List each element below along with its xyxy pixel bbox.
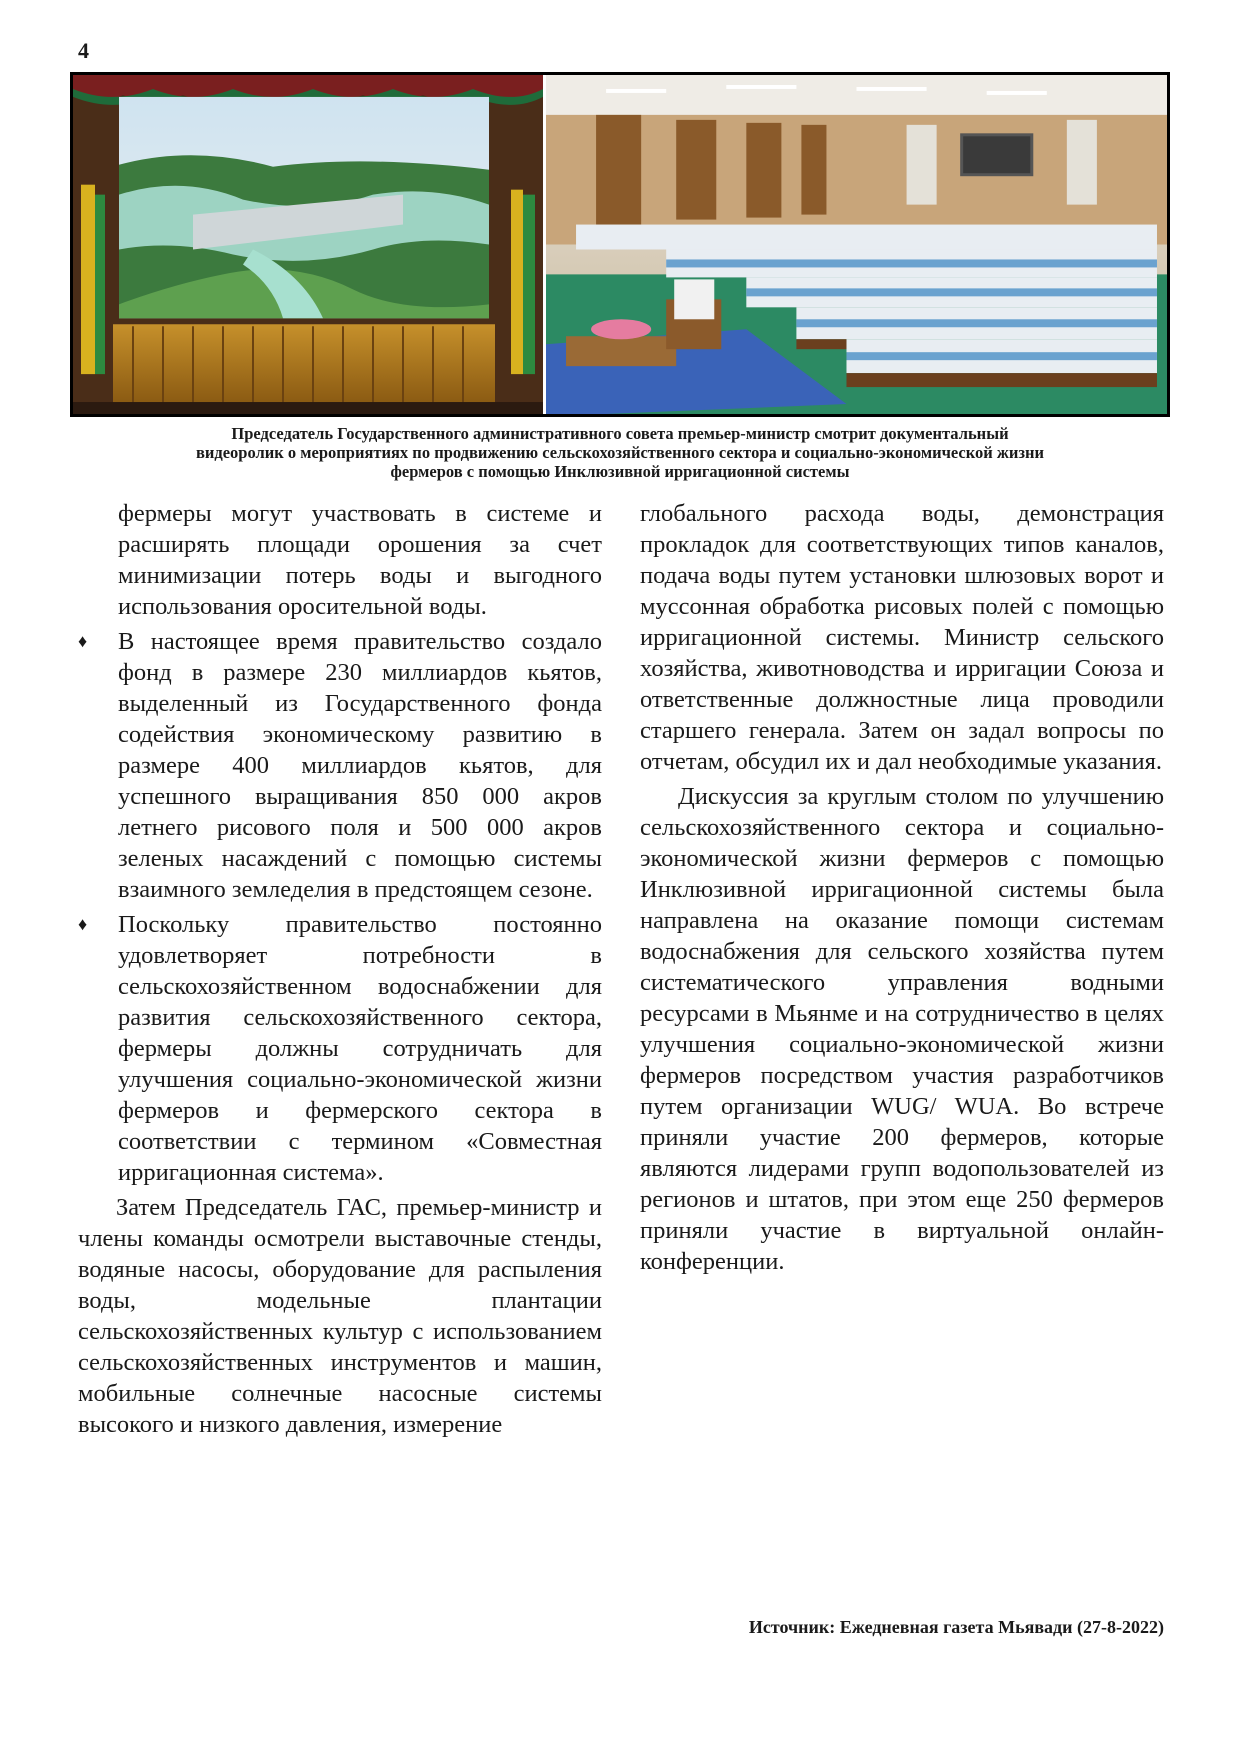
article-paragraph: фермеры могут участвовать в системе и расширять площади орошения за счет минимизации потерь воды и выгодного использования оросительной воды.	[118, 500, 602, 620]
diamond-bullet-icon: ♦	[78, 914, 88, 934]
article-column-right	[640, 498, 1164, 1281]
article-paragraph: Дискуссия за круглым столом по улучшению сельскохозяйственного сектора и социально-экономической жизни фермеров с помощью Инклюзивной ирригационной системы была направлена на оказание помощи системам водоснабжения для сельского хозяйства путем систематического управления водными ресурсами в Мьянме и на сотрудничество в целях улучшения социально-экономической жизни фермеров посредством участия разработчиков путем организации WUG/ WUA. Во встрече приняли участие 200 фермеров, которые являются лидерами групп водопользователей из регионов и штатов, при этом еще 250 фермеров приняли участие в виртуальной онлайн-конференции.	[640, 783, 1164, 1275]
bullet-text: Поскольку правительство постоянно удовлетворяет потребности в сельскохозяйственном водоснабжении для развития сельскохозяйственного сектора, фермеры должны сотрудничать для улучшения социально-экономической жизни фермеров и фермерского сектора в соответствии с термином «Совместная ирригационная система».	[118, 911, 602, 1186]
presentation-screen-dam-photo	[73, 75, 546, 414]
bullet-item	[78, 909, 602, 1188]
photo-strip	[70, 72, 1170, 417]
bullet-item	[78, 626, 602, 905]
bullet-text: В настоящее время правительство создало фонд в размере 230 миллиардов кьятов, выделенный из Государственного фонда содействия экономическому развитию в размере 400 миллиардов кьятов, для успешного выращивания 850 000 акров летнего рисового поля и 500 000 акров зеленых насаждений с помощью системы взаимного земледелия в предстоящем сезоне.	[118, 628, 602, 903]
page-number: 4	[78, 38, 89, 63]
meeting-hall-audience-photo	[546, 75, 1167, 414]
article-paragraph: Затем Председатель ГАС, премьер-министр и члены команды осмотрели выставочные стенды, водяные насосы, оборудование для распыления воды, модельные плантации сельскохозяйственных культур с использованием сельскохозяйственных инструментов и машин, мобильные солнечные насосные системы высокого и низкого давления, измерение	[78, 1194, 602, 1438]
caption-line: видеоролик о мероприятиях по продвижению сельскохозяйственного сектора и социально-экономической жизни	[195, 443, 1045, 462]
article-paragraph: глобального расхода воды, демонстрация прокладок для соответствующих типов каналов, подача воды путем установки шлюзовых ворот и муссонная обработка рисовых полей с помощью ирригационной системы. Министр сельского хозяйства, животноводства и ирригации Союза и ответственные должностные лица проводили старшего генерала. Затем он задал вопросы по отчетам, обсудил их и дал необходимые указания.	[640, 500, 1164, 775]
photo-caption	[70, 424, 1170, 481]
diamond-bullet-icon: ♦	[78, 631, 88, 651]
caption-line: Председатель Государственного административного совета премьер-министр смотрит документальный	[231, 424, 1009, 443]
caption-line: фермеров с помощью Инклюзивной ирригационной системы	[390, 462, 850, 481]
article-column-left	[78, 498, 602, 1444]
source-citation: Источник: Ежедневная газета Мьявади (27-8-2022)	[748, 1617, 1164, 1637]
